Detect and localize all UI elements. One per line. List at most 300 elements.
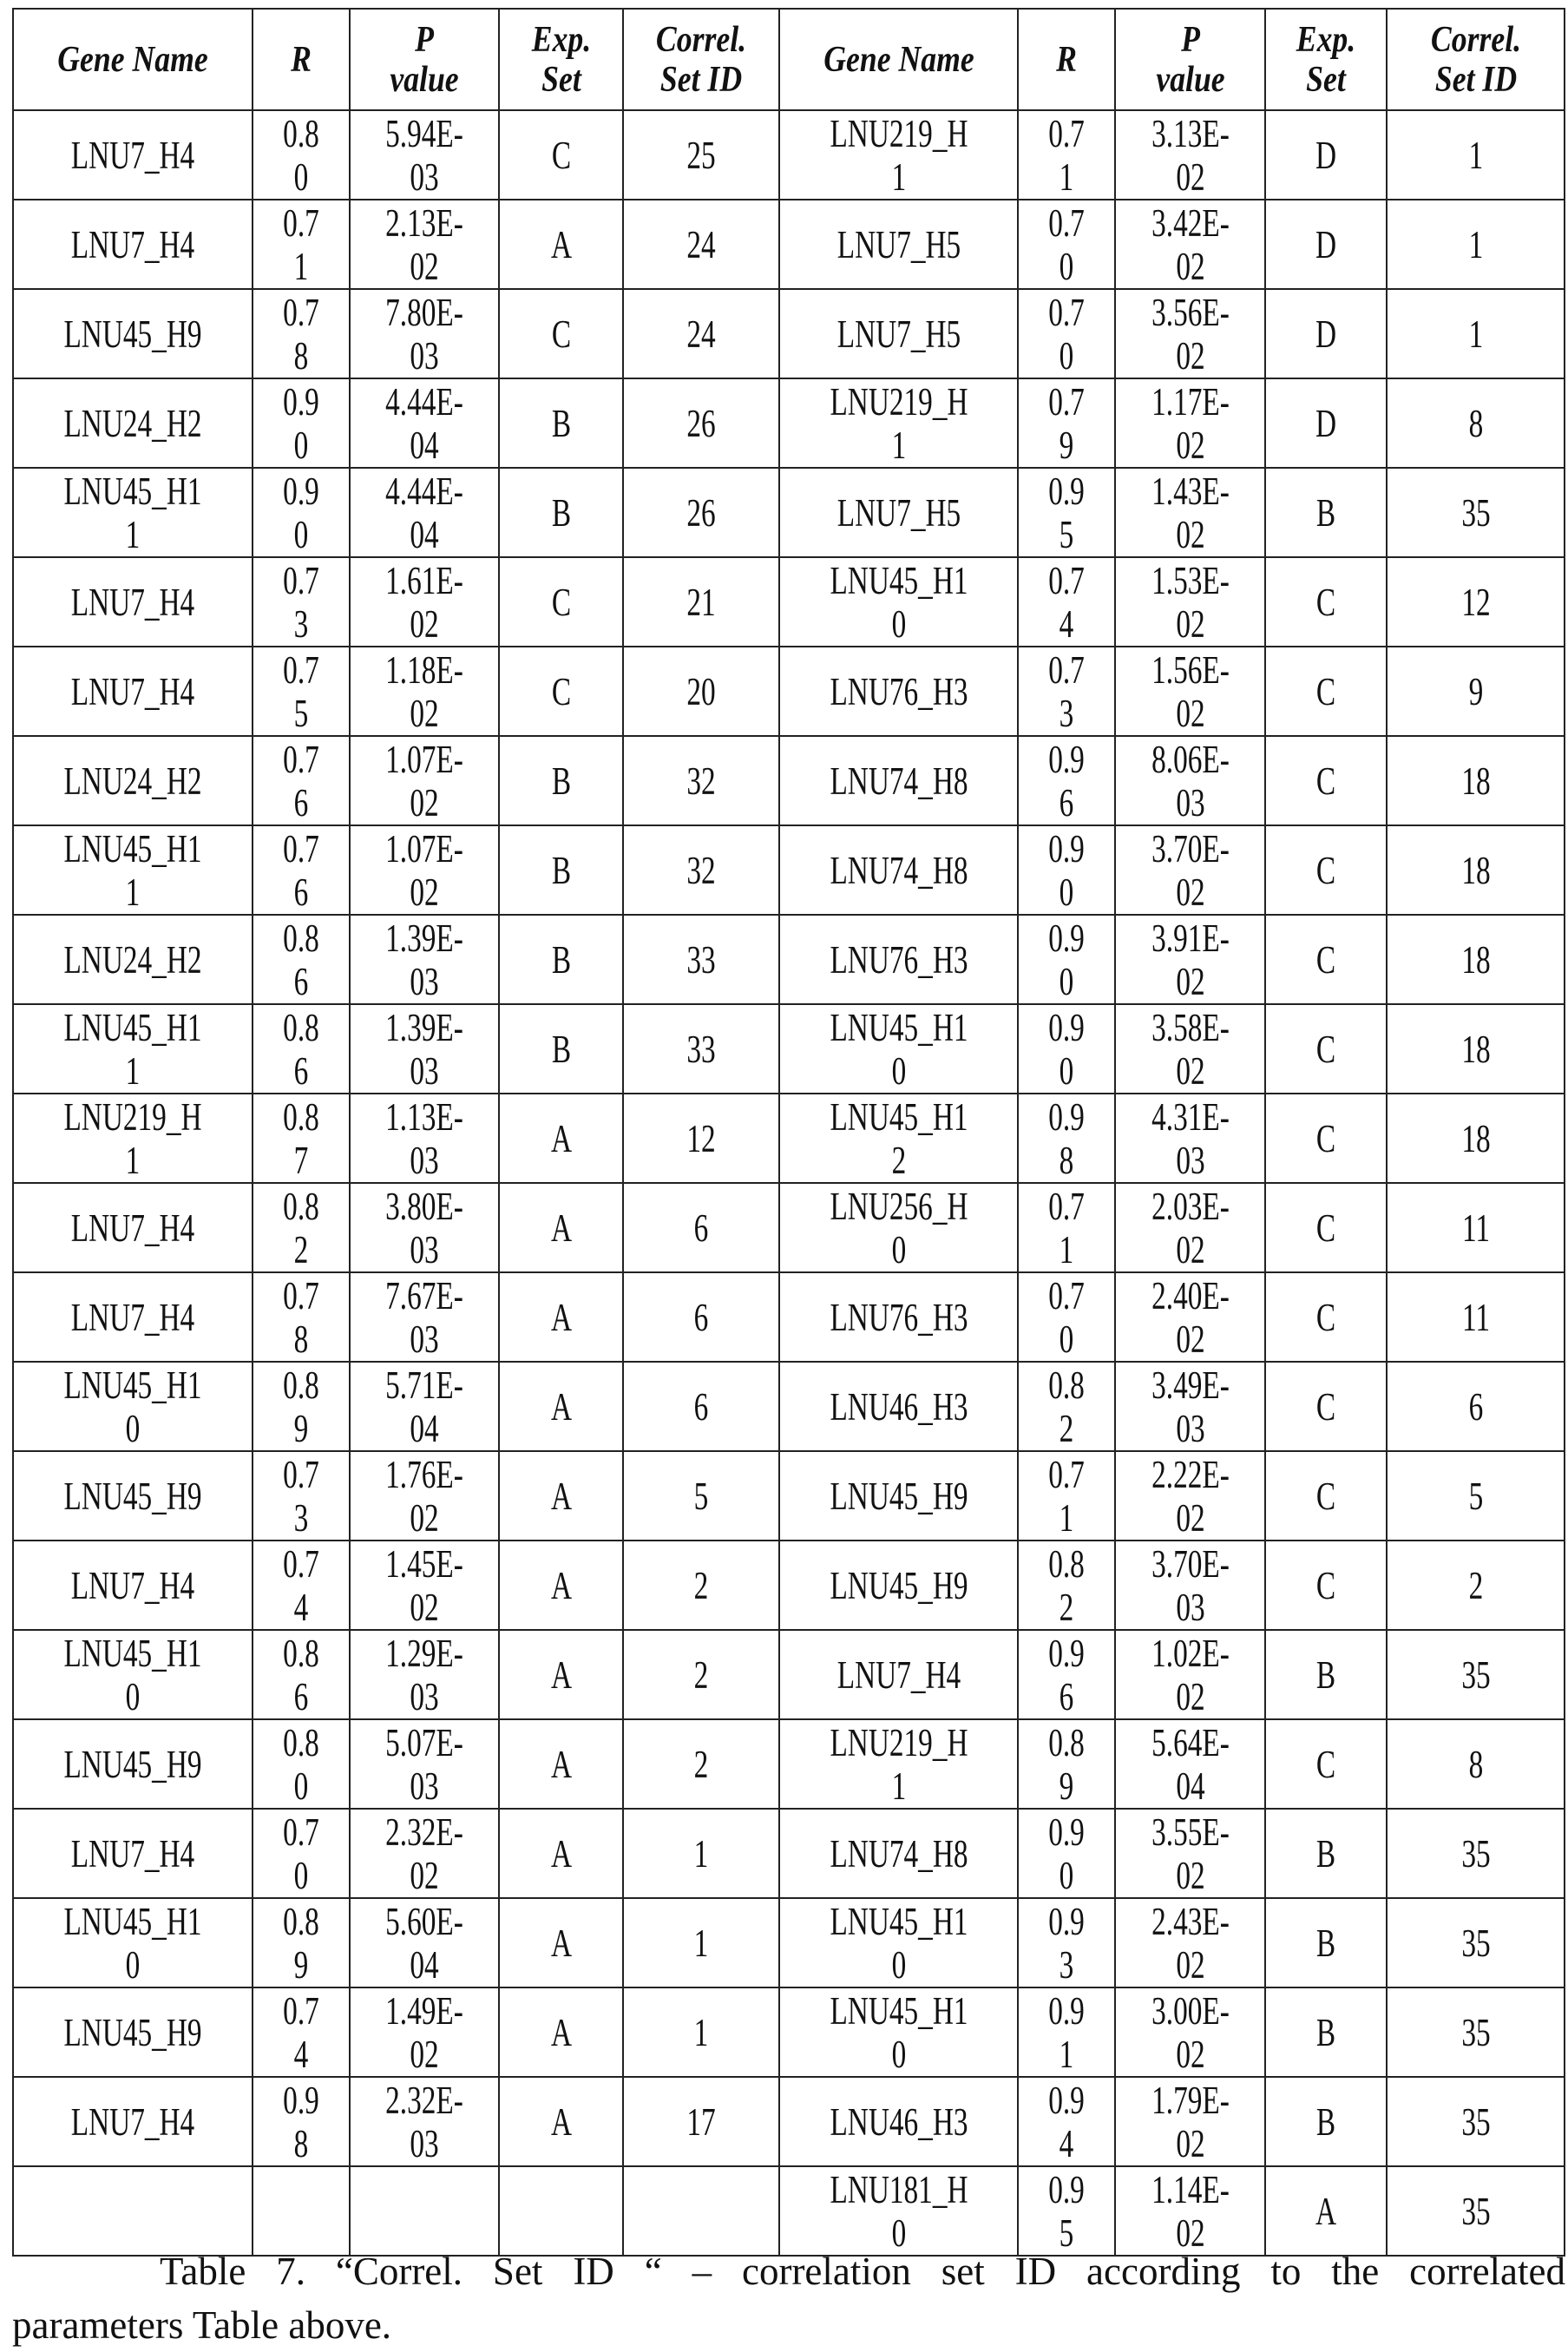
r-value: 0.94 <box>1047 2079 1086 2165</box>
right-correl-set-id-cell <box>1387 736 1565 825</box>
p-value: 1.53E-02 <box>1148 559 1231 646</box>
left-exp-set-cell <box>499 825 623 915</box>
gene-name: LNU45_H10 <box>828 559 969 646</box>
r-value: 0.74 <box>1047 559 1086 646</box>
header-p-value <box>350 9 499 110</box>
left-p-value-cell <box>350 110 499 200</box>
exp-set: C <box>1307 1296 1345 1339</box>
right-r-value-cell <box>1018 915 1115 1004</box>
correl-set-id: 33 <box>675 938 726 982</box>
right-p-value-cell <box>1115 915 1265 1004</box>
right-correl-set-id-cell <box>1387 1004 1565 1094</box>
left-gene-name-cell <box>13 468 253 557</box>
correlation-table <box>12 8 1565 2257</box>
p-value: 3.80E-03 <box>383 1185 466 1271</box>
right-p-value-cell <box>1115 378 1265 468</box>
table-row <box>13 2077 1565 2166</box>
right-exp-set-cell <box>1265 1541 1387 1630</box>
left-correl-set-id-cell <box>623 468 779 557</box>
right-gene-name-cell <box>779 1362 1018 1451</box>
right-r-value-cell <box>1018 1004 1115 1094</box>
exp-set: B <box>1307 1922 1345 1965</box>
correl-set-id: 35 <box>1450 2011 1501 2054</box>
p-value: 3.42E-02 <box>1148 201 1231 288</box>
correl-set-id: 1 <box>1450 134 1501 177</box>
correl-set-id: 12 <box>675 1117 726 1160</box>
gene-name: LNU7_H4 <box>62 581 204 624</box>
exp-set: C <box>541 134 580 177</box>
right-p-value-cell <box>1115 2166 1265 2256</box>
right-gene-name-cell <box>779 647 1018 736</box>
left-gene-name-cell <box>13 378 253 468</box>
header-exp-set <box>1265 9 1387 110</box>
p-value: 3.49E-03 <box>1148 1363 1231 1450</box>
right-r-value-cell <box>1018 736 1115 825</box>
header-r-value <box>1018 9 1115 110</box>
left-gene-name-cell <box>13 1630 253 1719</box>
right-gene-name-cell <box>779 110 1018 200</box>
left-exp-set-cell <box>499 647 623 736</box>
right-gene-name-cell <box>779 1809 1018 1898</box>
right-correl-set-id-cell <box>1387 378 1565 468</box>
gene-name: LNU7_H4 <box>62 1564 204 1607</box>
correl-set-id: 35 <box>1450 491 1501 535</box>
right-correl-set-id-cell <box>1387 1094 1565 1183</box>
exp-set: C <box>1307 1385 1345 1429</box>
r-value: 0.96 <box>1047 738 1086 825</box>
left-exp-set-cell <box>499 915 623 1004</box>
right-gene-name-cell <box>779 1451 1018 1541</box>
right-exp-set-cell <box>1265 1809 1387 1898</box>
left-r-value-cell <box>253 2077 350 2166</box>
left-gene-name-cell <box>13 1451 253 1541</box>
left-p-value-cell <box>350 468 499 557</box>
exp-set: C <box>1307 1028 1345 1071</box>
p-value: 1.76E-02 <box>383 1453 466 1540</box>
right-exp-set-cell <box>1265 289 1387 378</box>
left-r-value-cell <box>253 2166 350 2256</box>
right-r-value-cell <box>1018 1719 1115 1809</box>
r-value: 0.82 <box>1047 1542 1086 1629</box>
right-p-value-cell <box>1115 1451 1265 1541</box>
r-value: 0.80 <box>282 1721 320 1808</box>
gene-name: LNU45_H10 <box>62 1632 204 1718</box>
left-exp-set-cell <box>499 200 623 289</box>
gene-name: LNU219_H1 <box>828 1721 969 1808</box>
p-value: 1.56E-02 <box>1148 648 1231 735</box>
p-value: 5.64E-04 <box>1148 1721 1231 1808</box>
exp-set: A <box>541 223 580 266</box>
left-r-value-cell <box>253 647 350 736</box>
r-value: 0.73 <box>1047 648 1086 735</box>
right-correl-set-id-cell <box>1387 1451 1565 1541</box>
correl-set-id: 2 <box>675 1653 726 1697</box>
right-gene-name-cell <box>779 1987 1018 2077</box>
exp-set: B <box>1307 2011 1345 2054</box>
right-correl-set-id-cell <box>1387 1809 1565 1898</box>
p-value: 3.00E-02 <box>1148 1989 1231 2076</box>
table-row <box>13 468 1565 557</box>
right-exp-set-cell <box>1265 1362 1387 1451</box>
correl-set-id: 17 <box>675 2100 726 2144</box>
exp-set: A <box>541 1475 580 1518</box>
left-p-value-cell <box>350 736 499 825</box>
p-value: 5.07E-03 <box>383 1721 466 1808</box>
p-value: 1.43E-02 <box>1148 470 1231 556</box>
exp-set: C <box>1307 670 1345 713</box>
gene-name: LNU24_H2 <box>62 402 204 445</box>
p-value: 2.32E-02 <box>383 1810 466 1897</box>
r-value: 0.95 <box>1047 470 1086 556</box>
p-value: 1.18E-02 <box>383 648 466 735</box>
table-row <box>13 1719 1565 1809</box>
gene-name: LNU76_H3 <box>828 670 969 713</box>
table-row <box>13 378 1565 468</box>
correl-set-id: 24 <box>675 223 726 266</box>
p-value: 3.58E-02 <box>1148 1006 1231 1093</box>
correl-set-id: 1 <box>1450 312 1501 356</box>
exp-set: A <box>541 1296 580 1339</box>
left-gene-name-cell <box>13 289 253 378</box>
r-value: 0.71 <box>1047 1185 1086 1271</box>
header-label: Gene Name <box>37 40 229 80</box>
right-exp-set-cell <box>1265 736 1387 825</box>
right-p-value-cell <box>1115 1004 1265 1094</box>
exp-set: B <box>1307 2100 1345 2144</box>
correl-set-id: 18 <box>1450 849 1501 892</box>
r-value: 0.76 <box>282 827 320 914</box>
gene-name: LNU45_H9 <box>62 1475 204 1518</box>
right-r-value-cell <box>1018 1541 1115 1630</box>
correl-set-id: 1 <box>1450 223 1501 266</box>
r-value: 0.71 <box>1047 112 1086 199</box>
correl-set-id: 1 <box>675 2011 726 2054</box>
r-value: 0.95 <box>1047 2168 1086 2255</box>
exp-set: C <box>1307 1564 1345 1607</box>
left-r-value-cell <box>253 1451 350 1541</box>
exp-set: C <box>541 312 580 356</box>
left-correl-set-id-cell <box>623 1004 779 1094</box>
p-value: 1.39E-03 <box>383 916 466 1003</box>
left-r-value-cell <box>253 1541 350 1630</box>
right-p-value-cell <box>1115 1630 1265 1719</box>
gene-name: LNU74_H8 <box>828 1832 969 1876</box>
right-exp-set-cell <box>1265 110 1387 200</box>
gene-name: LNU256_H0 <box>828 1185 969 1271</box>
caption-line-1: Table 7. “Correl. Set ID “ – correlation set ID according to the correlated <box>12 2244 1565 2298</box>
correl-set-id: 5 <box>1450 1475 1501 1518</box>
right-r-value-cell <box>1018 1898 1115 1987</box>
left-r-value-cell <box>253 1094 350 1183</box>
left-correl-set-id-cell <box>623 647 779 736</box>
left-exp-set-cell <box>499 378 623 468</box>
left-exp-set-cell <box>499 289 623 378</box>
r-value: 0.82 <box>1047 1363 1086 1450</box>
left-correl-set-id-cell <box>623 1541 779 1630</box>
p-value: 1.61E-02 <box>383 559 466 646</box>
left-correl-set-id-cell <box>623 825 779 915</box>
table-row <box>13 1809 1565 1898</box>
correl-set-id: 6 <box>1450 1385 1501 1429</box>
header-label: Correl. Set ID <box>646 20 757 100</box>
r-value: 0.90 <box>1047 916 1086 1003</box>
left-correl-set-id-cell <box>623 1183 779 1272</box>
exp-set: B <box>1307 1653 1345 1697</box>
left-p-value-cell <box>350 2077 499 2166</box>
table-row <box>13 1362 1565 1451</box>
r-value: 0.78 <box>282 1274 320 1361</box>
left-gene-name-cell <box>13 1272 253 1362</box>
right-gene-name-cell <box>779 1541 1018 1630</box>
p-value: 5.60E-04 <box>383 1900 466 1987</box>
exp-set: D <box>1307 134 1345 177</box>
exp-set: C <box>1307 1206 1345 1250</box>
right-p-value-cell <box>1115 1987 1265 2077</box>
correl-set-id: 12 <box>1450 581 1501 624</box>
right-exp-set-cell <box>1265 2077 1387 2166</box>
gene-name: LNU45_H12 <box>828 1095 969 1182</box>
r-value: 0.79 <box>1047 380 1086 467</box>
exp-set: B <box>541 1028 580 1071</box>
right-p-value-cell <box>1115 468 1265 557</box>
r-value: 0.90 <box>1047 1810 1086 1897</box>
p-value: 3.55E-02 <box>1148 1810 1231 1897</box>
table-row <box>13 1987 1565 2077</box>
right-correl-set-id-cell <box>1387 825 1565 915</box>
right-r-value-cell <box>1018 289 1115 378</box>
p-value: 1.14E-02 <box>1148 2168 1231 2255</box>
right-gene-name-cell <box>779 1272 1018 1362</box>
left-r-value-cell <box>253 378 350 468</box>
left-exp-set-cell <box>499 110 623 200</box>
left-correl-set-id-cell <box>623 1719 779 1809</box>
p-value: 1.07E-02 <box>383 827 466 914</box>
table-row <box>13 1004 1565 1094</box>
right-correl-set-id-cell <box>1387 1362 1565 1451</box>
gene-name: LNU7_H4 <box>828 1653 969 1697</box>
gene-name: LNU24_H2 <box>62 938 204 982</box>
exp-set: B <box>541 491 580 535</box>
right-p-value-cell <box>1115 1272 1265 1362</box>
correl-set-id: 24 <box>675 312 726 356</box>
r-value: 0.98 <box>282 2079 320 2165</box>
gene-name: LNU45_H9 <box>828 1564 969 1607</box>
p-value: 1.02E-02 <box>1148 1632 1231 1718</box>
caption-line-2: parameters Table above. <box>12 2298 1565 2352</box>
left-gene-name-cell <box>13 1004 253 1094</box>
r-value: 0.91 <box>1047 1989 1086 2076</box>
right-r-value-cell <box>1018 1362 1115 1451</box>
left-gene-name-cell <box>13 110 253 200</box>
exp-set: B <box>541 938 580 982</box>
header-label: Gene Name <box>803 40 994 80</box>
r-value: 0.71 <box>282 201 320 288</box>
p-value: 1.79E-02 <box>1148 2079 1231 2165</box>
r-value: 0.89 <box>282 1900 320 1987</box>
right-p-value-cell <box>1115 1183 1265 1272</box>
correl-set-id: 18 <box>1450 1028 1501 1071</box>
left-p-value-cell <box>350 1183 499 1272</box>
r-value: 0.71 <box>1047 1453 1086 1540</box>
gene-name: LNU74_H8 <box>828 849 969 892</box>
p-value: 5.94E-03 <box>383 112 466 199</box>
left-p-value-cell <box>350 2166 499 2256</box>
right-exp-set-cell <box>1265 1094 1387 1183</box>
table-row <box>13 1183 1565 1272</box>
right-gene-name-cell <box>779 1719 1018 1809</box>
p-value: 8.06E-03 <box>1148 738 1231 825</box>
table-row <box>13 736 1565 825</box>
left-gene-name-cell <box>13 736 253 825</box>
p-value: 1.07E-02 <box>383 738 466 825</box>
right-p-value-cell <box>1115 1541 1265 1630</box>
p-value: 3.13E-02 <box>1148 112 1231 199</box>
p-value: 2.03E-02 <box>1148 1185 1231 1271</box>
right-p-value-cell <box>1115 1719 1265 1809</box>
right-correl-set-id-cell <box>1387 647 1565 736</box>
left-exp-set-cell <box>499 2077 623 2166</box>
gene-name: LNU45_H10 <box>62 1900 204 1987</box>
gene-name: LNU45_H10 <box>62 1363 204 1450</box>
right-correl-set-id-cell <box>1387 1719 1565 1809</box>
r-value: 0.98 <box>1047 1095 1086 1182</box>
correl-set-id: 25 <box>675 134 726 177</box>
right-r-value-cell <box>1018 647 1115 736</box>
correl-set-id: 35 <box>1450 2100 1501 2144</box>
left-gene-name-cell <box>13 200 253 289</box>
left-exp-set-cell <box>499 736 623 825</box>
left-r-value-cell <box>253 200 350 289</box>
r-value: 0.86 <box>282 1006 320 1093</box>
right-p-value-cell <box>1115 1362 1265 1451</box>
exp-set: C <box>1307 1743 1345 1786</box>
gene-name: LNU45_H10 <box>828 1900 969 1987</box>
gene-name: LNU7_H5 <box>828 223 969 266</box>
right-r-value-cell <box>1018 1987 1115 2077</box>
right-r-value-cell <box>1018 468 1115 557</box>
left-correl-set-id-cell <box>623 915 779 1004</box>
p-value: 1.17E-02 <box>1148 380 1231 467</box>
exp-set: A <box>541 1564 580 1607</box>
gene-name: LNU45_H10 <box>828 1006 969 1093</box>
table-row <box>13 825 1565 915</box>
exp-set: B <box>541 849 580 892</box>
exp-set: C <box>541 581 580 624</box>
right-p-value-cell <box>1115 1898 1265 1987</box>
gene-name: LNU46_H3 <box>828 2100 969 2144</box>
correl-set-id: 26 <box>675 491 726 535</box>
exp-set: A <box>541 1385 580 1429</box>
gene-name: LNU76_H3 <box>828 938 969 982</box>
right-exp-set-cell <box>1265 1183 1387 1272</box>
right-p-value-cell <box>1115 1094 1265 1183</box>
r-value: 0.82 <box>282 1185 320 1271</box>
exp-set: C <box>1307 1117 1345 1160</box>
right-r-value-cell <box>1018 200 1115 289</box>
gene-name: LNU7_H5 <box>828 491 969 535</box>
right-exp-set-cell <box>1265 468 1387 557</box>
right-gene-name-cell <box>779 2166 1018 2256</box>
exp-set: A <box>541 1653 580 1697</box>
exp-set: C <box>1307 849 1345 892</box>
right-exp-set-cell <box>1265 1004 1387 1094</box>
left-p-value-cell <box>350 915 499 1004</box>
exp-set: A <box>541 1922 580 1965</box>
table-row <box>13 2166 1565 2256</box>
correl-set-id: 2 <box>675 1564 726 1607</box>
gene-name: LNU7_H4 <box>62 134 204 177</box>
left-p-value-cell <box>350 1987 499 2077</box>
left-gene-name-cell <box>13 557 253 647</box>
right-p-value-cell <box>1115 110 1265 200</box>
table-row <box>13 915 1565 1004</box>
left-p-value-cell <box>350 289 499 378</box>
exp-set: A <box>541 1206 580 1250</box>
exp-set: A <box>541 1743 580 1786</box>
gene-name: LNU7_H4 <box>62 670 204 713</box>
left-gene-name-cell <box>13 647 253 736</box>
right-exp-set-cell <box>1265 557 1387 647</box>
right-p-value-cell <box>1115 1809 1265 1898</box>
table-row <box>13 1094 1565 1183</box>
right-r-value-cell <box>1018 110 1115 200</box>
gene-name: LNU7_H4 <box>62 223 204 266</box>
right-exp-set-cell <box>1265 1719 1387 1809</box>
left-exp-set-cell <box>499 2166 623 2256</box>
right-r-value-cell <box>1018 378 1115 468</box>
p-value: 1.29E-03 <box>383 1632 466 1718</box>
exp-set: D <box>1307 312 1345 356</box>
right-correl-set-id-cell <box>1387 1183 1565 1272</box>
right-exp-set-cell <box>1265 1898 1387 1987</box>
left-gene-name-cell <box>13 1719 253 1809</box>
left-gene-name-cell <box>13 1541 253 1630</box>
exp-set: C <box>1307 759 1345 803</box>
table-row <box>13 200 1565 289</box>
correl-set-id: 20 <box>675 670 726 713</box>
exp-set: A <box>541 1117 580 1160</box>
correl-set-id: 8 <box>1450 1743 1501 1786</box>
correl-set-id: 35 <box>1450 1832 1501 1876</box>
left-correl-set-id-cell <box>623 736 779 825</box>
exp-set: B <box>541 402 580 445</box>
right-r-value-cell <box>1018 2166 1115 2256</box>
left-correl-set-id-cell <box>623 200 779 289</box>
correl-set-id: 18 <box>1450 759 1501 803</box>
right-exp-set-cell <box>1265 1272 1387 1362</box>
right-correl-set-id-cell <box>1387 2077 1565 2166</box>
left-r-value-cell <box>253 1183 350 1272</box>
left-p-value-cell <box>350 1541 499 1630</box>
left-r-value-cell <box>253 1362 350 1451</box>
left-exp-set-cell <box>499 1094 623 1183</box>
left-correl-set-id-cell <box>623 1094 779 1183</box>
right-correl-set-id-cell <box>1387 1630 1565 1719</box>
left-gene-name-cell <box>13 1183 253 1272</box>
left-correl-set-id-cell <box>623 1898 779 1987</box>
right-gene-name-cell <box>779 825 1018 915</box>
left-exp-set-cell <box>499 1541 623 1630</box>
exp-set: B <box>1307 1832 1345 1876</box>
left-correl-set-id-cell <box>623 2166 779 2256</box>
left-exp-set-cell <box>499 1809 623 1898</box>
right-gene-name-cell <box>779 1183 1018 1272</box>
left-gene-name-cell <box>13 2077 253 2166</box>
r-value: 0.73 <box>282 559 320 646</box>
left-gene-name-cell <box>13 915 253 1004</box>
right-gene-name-cell <box>779 378 1018 468</box>
right-correl-set-id-cell <box>1387 557 1565 647</box>
